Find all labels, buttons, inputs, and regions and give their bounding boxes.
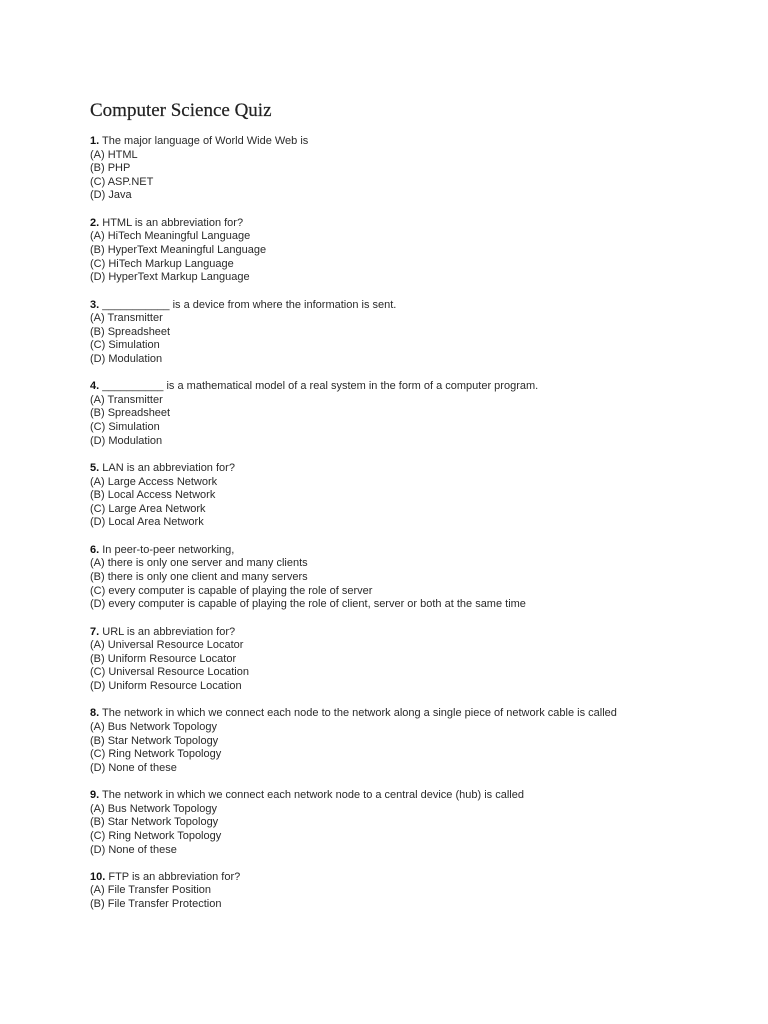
answer-option: (B) Spreadsheet (90, 407, 171, 420)
question-text: In peer-to-peer networking, (102, 543, 235, 556)
answer-option: (D) Java (90, 189, 132, 202)
question-text: LAN is an abbreviation for? (102, 462, 235, 475)
answer-option: (A) there is only one server and many clients (90, 557, 308, 570)
answer-option: (D) Modulation (90, 434, 163, 447)
question-text: ___________ is a device from where the information is sent. (102, 298, 397, 311)
answer-option: (D) Modulation (90, 352, 163, 365)
answer-option: (C) ASP.NET (90, 175, 154, 188)
answer-option: (A) Bus Network Topology (90, 720, 217, 733)
question-line (90, 299, 750, 313)
question (90, 135, 750, 203)
question-line (90, 217, 750, 231)
answer-option: (C) HiTech Markup Language (90, 257, 234, 270)
answer-option: (D) HyperText Markup Language (90, 271, 250, 284)
question-text: The major language of World Wide Web is (102, 135, 309, 147)
question-number: 5. (90, 462, 100, 475)
answer-option: (B) PHP (90, 162, 131, 175)
question-line (90, 626, 750, 640)
question-line (90, 462, 750, 476)
question-line (90, 707, 750, 721)
answer-option: (B) Star Network Topology (90, 734, 219, 747)
answer-option: (D) None of these (90, 761, 177, 774)
answer-option: (C) Ring Network Topology (90, 748, 222, 761)
answer-option: (A) File Transfer Position (90, 884, 212, 897)
answer-option: (B) Uniform Resource Locator (90, 652, 237, 665)
question-text: __________ is a mathematical model of a real system in the form of a computer program. (102, 380, 539, 393)
question-number: 10. (90, 870, 106, 883)
question-text: The network in which we connect each node to the network along a single piece of network cable is called (102, 707, 617, 720)
question-line (90, 135, 750, 149)
answer-option: (A) Transmitter (90, 393, 163, 406)
question-number: 7. (90, 625, 100, 638)
question (90, 544, 750, 612)
answer-option: (A) Transmitter (90, 312, 163, 325)
question (90, 299, 750, 367)
question-number: 1. (90, 135, 100, 147)
question-text: The network in which we connect each network node to a central device (hub) is called (102, 789, 524, 802)
question-number: 9. (90, 789, 100, 802)
question-line (90, 544, 750, 558)
answer-option: (A) HTML (90, 148, 138, 161)
question (90, 789, 750, 857)
page-title: Computer Science Quiz (90, 100, 272, 121)
question-line (90, 789, 750, 803)
answer-option: (B) Star Network Topology (90, 816, 219, 829)
answer-option: (C) Ring Network Topology (90, 829, 222, 842)
answer-option: (C) Large Area Network (90, 502, 206, 515)
question-line (90, 871, 750, 885)
question-number: 3. (90, 298, 100, 311)
answer-option: (B) there is only one client and many servers (90, 571, 308, 584)
question-number: 4. (90, 380, 100, 393)
question-line (90, 380, 750, 394)
answer-option: (B) Local Access Network (90, 489, 216, 502)
question-text: FTP is an abbreviation for? (108, 870, 241, 883)
answer-option: (D) Local Area Network (90, 516, 204, 529)
answer-option: (A) Large Access Network (90, 475, 218, 488)
answer-option: (C) Simulation (90, 339, 160, 352)
question-number: 2. (90, 216, 100, 229)
answer-option: (C) Simulation (90, 421, 160, 434)
question (90, 380, 750, 448)
answer-option: (B) File Transfer Protection (90, 898, 222, 911)
answer-option: (C) Universal Resource Location (90, 666, 249, 679)
question (90, 626, 750, 694)
question (90, 462, 750, 530)
question (90, 871, 750, 912)
answer-option: (B) HyperText Meaningful Language (90, 243, 267, 256)
answer-option: (A) HiTech Meaningful Language (90, 230, 251, 243)
question (90, 707, 750, 775)
answer-option: (D) every computer is capable of playing the role of client, server or both at the same time (90, 598, 526, 611)
answer-option: (A) Universal Resource Locator (90, 639, 244, 652)
question-text: URL is an abbreviation for? (102, 625, 236, 638)
answer-option: (D) None of these (90, 843, 177, 856)
document-page (90, 100, 750, 925)
answer-option: (A) Bus Network Topology (90, 802, 217, 815)
question (90, 217, 750, 285)
question-text: HTML is an abbreviation for? (102, 216, 244, 229)
answer-option: (C) every computer is capable of playing the role of server (90, 584, 373, 597)
answer-option: (B) Spreadsheet (90, 325, 171, 338)
question-number: 8. (90, 707, 100, 720)
answer-option: (D) Uniform Resource Location (90, 679, 242, 692)
question-number: 6. (90, 543, 100, 556)
